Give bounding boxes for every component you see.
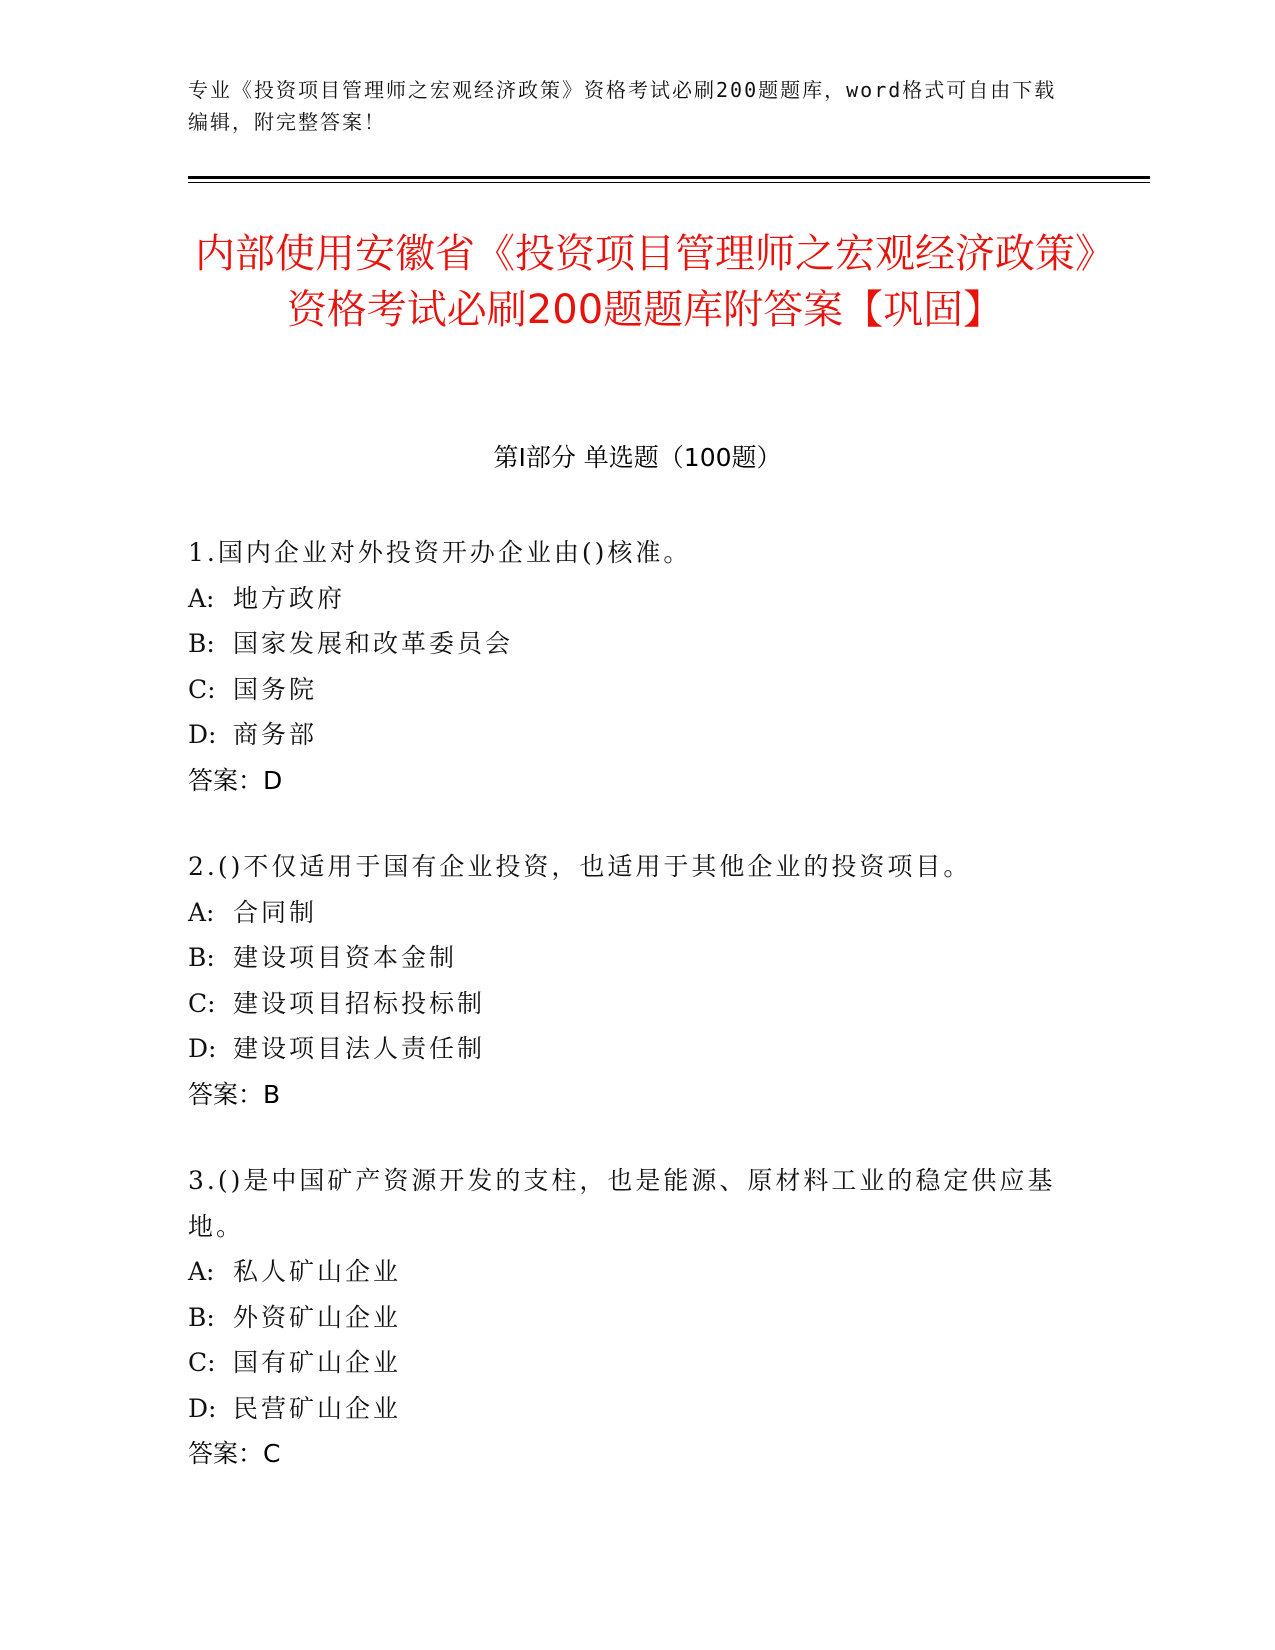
option-c [188, 667, 1068, 713]
answer-line: 答案：C [188, 1439, 281, 1468]
document-title: 内部使用安徽省《投资项目管理师之宏观经济政策》资格考试必刷200题题库附答案【巩固】 [195, 231, 1095, 333]
option-text: 国务院 [233, 674, 318, 704]
question-list [188, 530, 1068, 1518]
option-key: B: [188, 1302, 215, 1332]
option-key: C: [188, 988, 216, 1018]
option-c [188, 1340, 1068, 1386]
option-text: 商务部 [233, 720, 318, 749]
option-text: 民营矿山企业 [233, 1393, 402, 1423]
option-key: D: [188, 720, 217, 749]
option-a [188, 890, 1068, 936]
option-text: 地方政府 [233, 583, 346, 613]
question-stem: 1.国内企业对外投资开办企业由()核准。 [188, 538, 692, 567]
answer-line: 答案：D [188, 765, 283, 795]
option-key: C: [188, 674, 216, 704]
option-text: 私人矿山企业 [233, 1257, 402, 1286]
option-a [188, 576, 1068, 622]
header-note: 专业《投资项目管理师之宏观经济政策》资格考试必刷200题题库，word格式可自由下载编辑，附完整答案！ [188, 78, 1057, 134]
option-key: A: [188, 583, 215, 613]
question-3 [188, 1158, 1068, 1477]
question-2 [188, 844, 1068, 1117]
option-text: 建设项目法人责任制 [233, 1034, 486, 1063]
option-key: C: [188, 1348, 216, 1377]
option-key: D: [188, 1034, 217, 1063]
option-d [188, 1026, 1068, 1072]
section-title: 第Ⅰ部分 单选题（100题） [493, 443, 782, 472]
option-key: B: [188, 629, 215, 658]
header-divider-thin [188, 182, 1150, 183]
question-stem: 3.()是中国矿产资源开发的支柱，也是能源、原材料工业的稳定供应基地。 [188, 1166, 1056, 1241]
option-a [188, 1249, 1068, 1295]
question-stem: 2.()不仅适用于国有企业投资，也适用于其他企业的投资项目。 [188, 852, 972, 881]
option-key: A: [188, 1257, 215, 1286]
option-key: B: [188, 943, 215, 972]
option-text: 外资矿山企业 [233, 1302, 402, 1332]
option-d [188, 712, 1068, 758]
option-text: 国有矿山企业 [233, 1348, 402, 1377]
option-text: 国家发展和改革委员会 [233, 629, 514, 658]
option-key: D: [188, 1393, 217, 1423]
option-c [188, 981, 1068, 1027]
option-b [188, 621, 1068, 667]
answer-line: 答案：B [188, 1079, 281, 1109]
question-1 [188, 530, 1068, 803]
option-text: 合同制 [233, 897, 318, 927]
option-b [188, 1295, 1068, 1341]
option-text: 建设项目招标投标制 [233, 988, 486, 1018]
option-b [188, 935, 1068, 981]
header-divider-thick [188, 176, 1150, 179]
option-d [188, 1386, 1068, 1432]
option-text: 建设项目资本金制 [233, 943, 458, 972]
option-key: A: [188, 897, 215, 927]
